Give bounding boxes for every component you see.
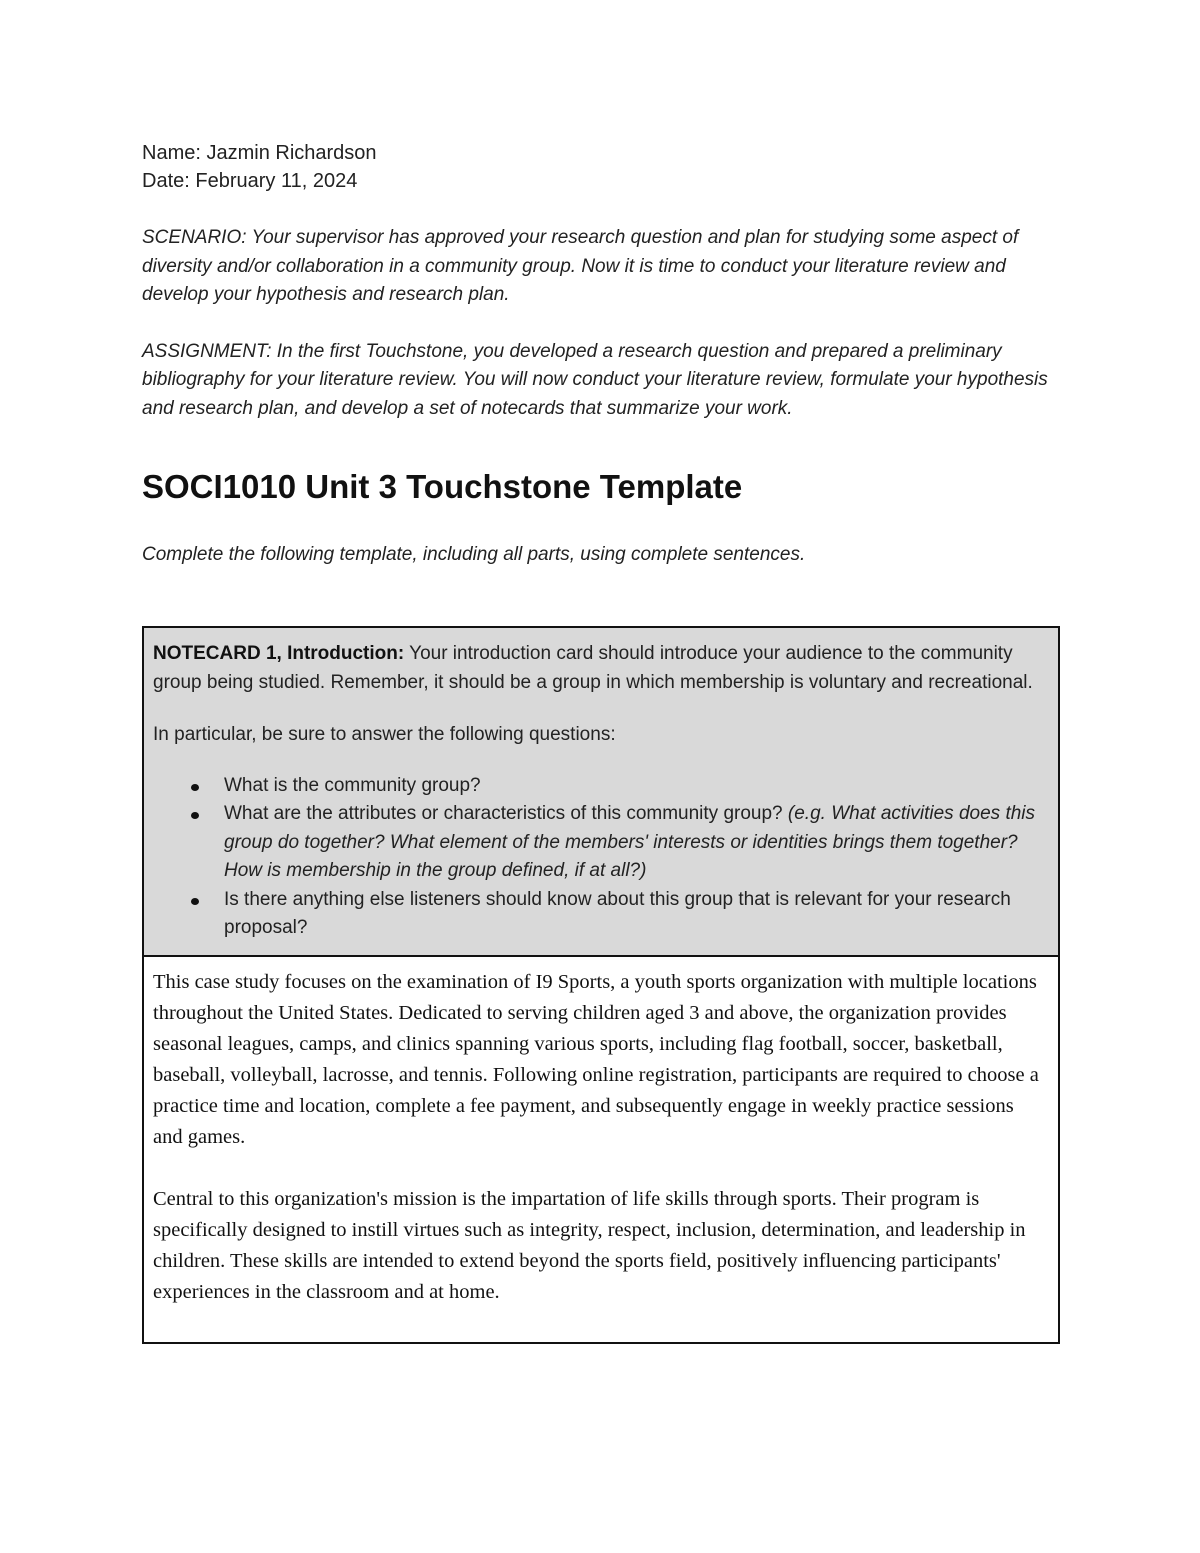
notecard-intro-text: Your introduction card should introduce your audience to the community group being studied. Remember, it should be a group in which membership is voluntary and recreational. — [153, 643, 1033, 693]
response-paragraph-1: This case study focuses on the examination of I9 Sports, a youth sports organization with multiple locations throughout the United States. Dedicated to serving children aged 3 and above, the organization provides seasonal leagues, camps, and clinics spanning various sports, including flag football, soccer, basketball, baseball, volleyball, lacrosse, and tennis. Following online registration, participants are required to choose a practice time and location, complete a fee payment, and subsequently engage in weekly practice sessions and games. — [153, 970, 1039, 1148]
notecard-table — [142, 626, 1060, 1344]
question-text: What is the community group? — [224, 774, 481, 796]
assignment-paragraph: ASSIGNMENT: In the first Touchstone, you developed a research question and prepared a preliminary bibliography for your literature review. You will now conduct your literature review, formulate your hypothesis and research plan, and develop a set of notecards that summarize your work. — [142, 340, 1048, 419]
question-text: Is there anything else listeners should know about this group that is relevant for your research proposal? — [224, 888, 1011, 938]
instructions-line: Complete the following template, including all parts, using complete sentences. — [142, 544, 806, 565]
date-line: Date: February 11, 2024 — [142, 170, 358, 192]
question-example-text: (e.g. What activities does this group do together? What element of the members' interests or identities brings them together? How is membership in the group defined, if at all?) — [224, 803, 1036, 881]
question-text: What are the attributes or characteristics of this community group? — [224, 803, 788, 824]
question-list — [153, 772, 1048, 943]
bullet-icon — [191, 812, 199, 819]
response-paragraph-2: Central to this organization's mission is the impartation of life skills through sports. Their program is specifically designed to instill virtues such as integrity, respect, inclusion, determination, and leadership in children. These skills are intended to extend beyond the sports field, positively influencing participants' experiences in the classroom and at home. — [153, 1187, 1026, 1303]
list-item — [224, 800, 1048, 886]
notecard-prompt-cell — [144, 628, 1058, 957]
name-line: Name: Jazmin Richardson — [142, 142, 377, 164]
list-item — [224, 886, 1048, 943]
notecard-lead-in: In particular, be sure to answer the following questions: — [153, 724, 616, 745]
bullet-icon — [191, 898, 199, 905]
list-item — [224, 772, 1048, 801]
scenario-paragraph: SCENARIO: Your supervisor has approved your research question and plan for studying some aspect of diversity and/or collaboration in a community group. Now it is time to conduct your literature review and develop your hypothesis and research plan. — [142, 227, 1019, 305]
notecard-response-cell[interactable] — [144, 957, 1058, 1342]
notecard-intro — [153, 640, 1048, 697]
notecard-label: NOTECARD 1, Introduction: — [153, 643, 405, 664]
bullet-icon — [191, 784, 199, 791]
document-page — [142, 139, 1060, 1344]
page-title: SOCI1010 Unit 3 Touchstone Template — [142, 468, 743, 505]
